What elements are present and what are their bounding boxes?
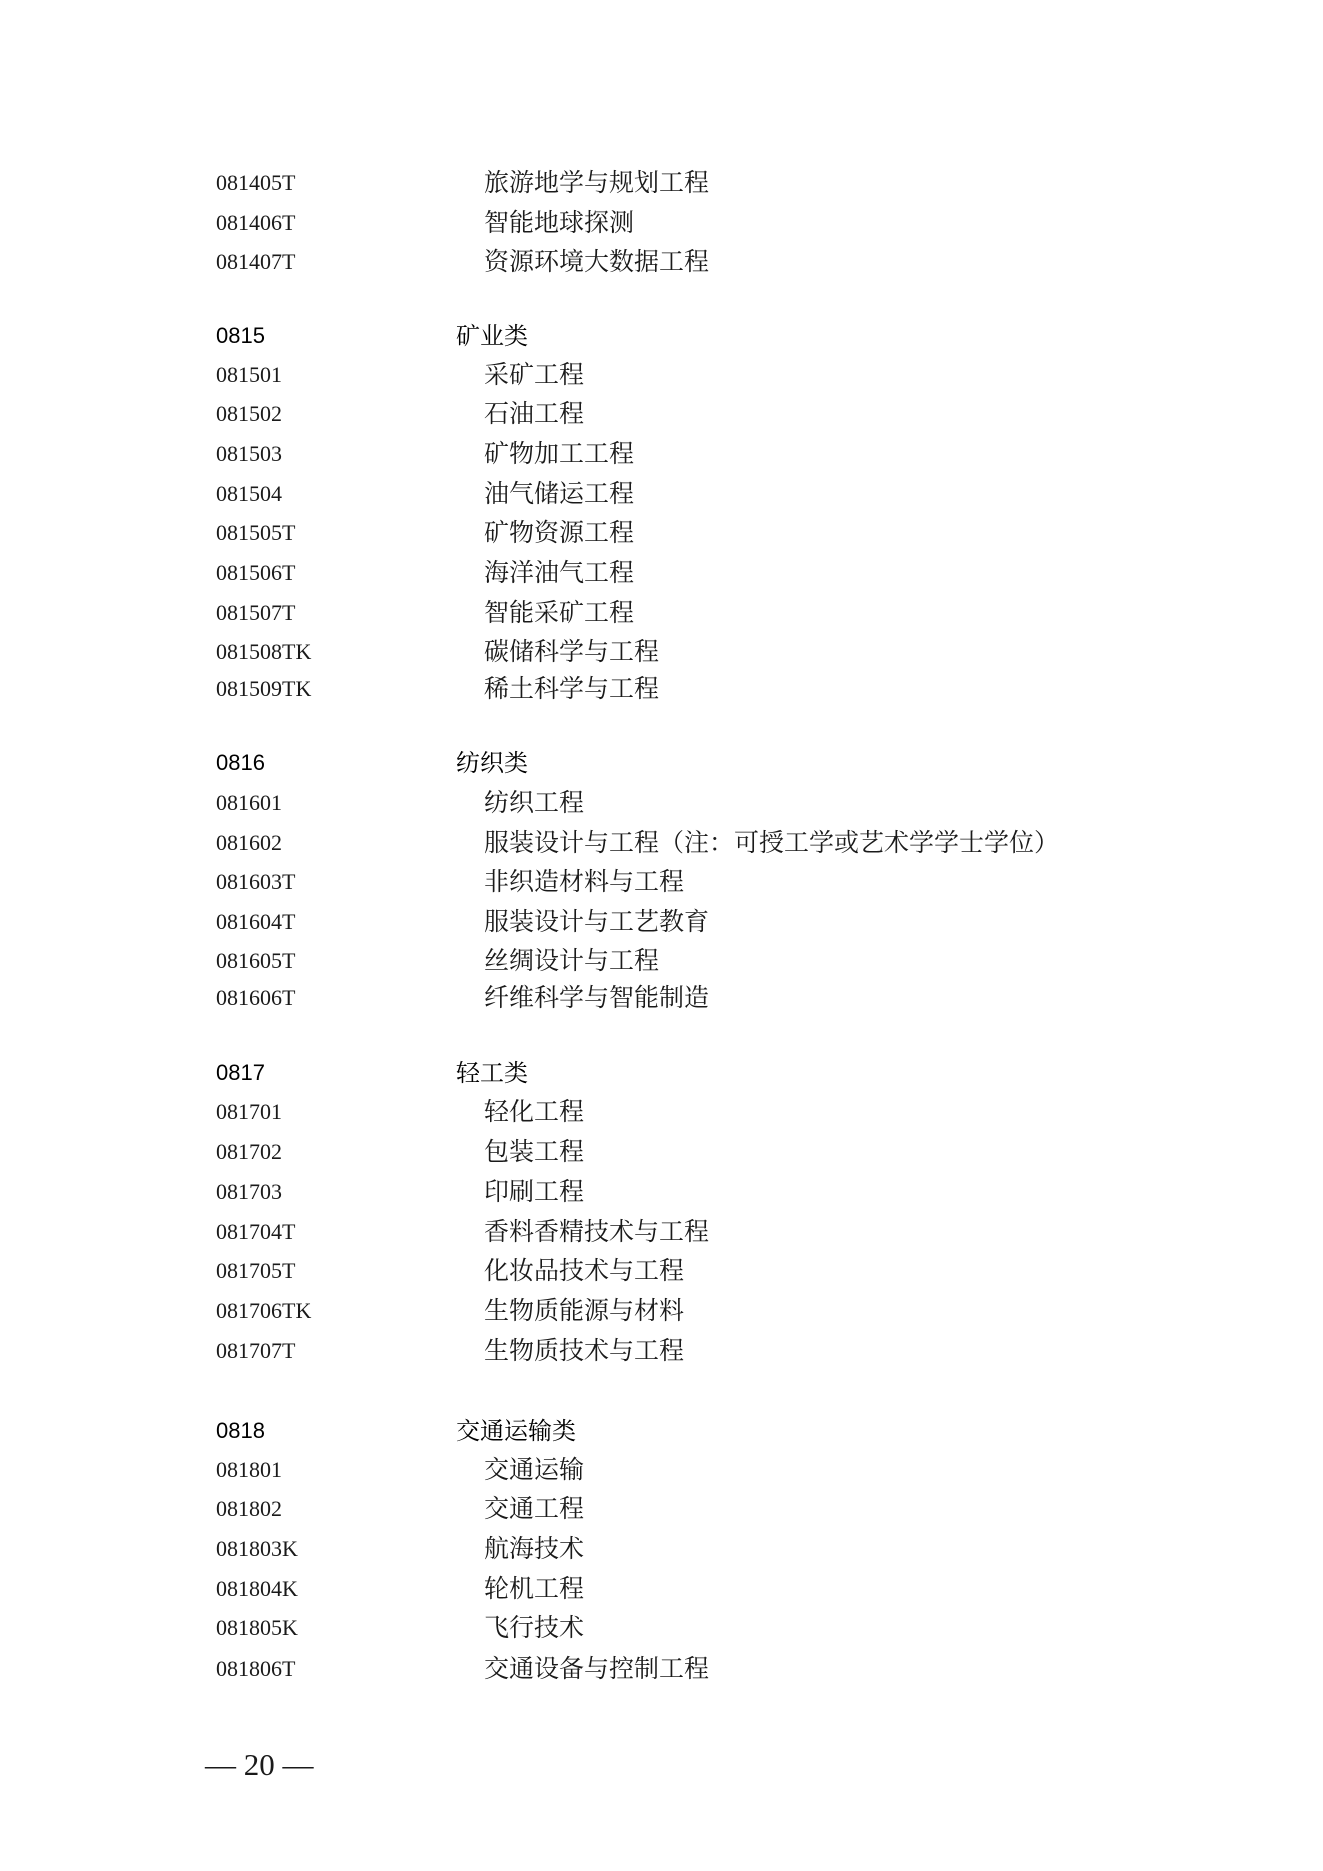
category-code: 0817 [216, 1060, 265, 1085]
major-name: 碳储科学与工程 [484, 637, 660, 666]
category-code: 0818 [216, 1418, 265, 1443]
major-code: 081704T [216, 1219, 296, 1244]
major-name: 纤维科学与智能制造 [484, 983, 710, 1012]
major-code: 081702 [216, 1139, 282, 1164]
page-number: — 20 — [205, 1747, 314, 1782]
major-name: 石油工程 [484, 399, 585, 428]
major-code: 081604T [216, 909, 296, 934]
major-name: 采矿工程 [484, 360, 585, 389]
major-name: 香料香精技术与工程 [484, 1217, 710, 1246]
major-name: 海洋油气工程 [484, 558, 635, 587]
major-name: 航海技术 [484, 1534, 585, 1563]
major-code: 081602 [216, 830, 282, 855]
major-name: 轮机工程 [484, 1574, 585, 1603]
major-code: 081801 [216, 1457, 282, 1482]
major-code: 081706TK [216, 1298, 312, 1323]
major-name: 服装设计与工艺教育 [484, 907, 710, 936]
major-name: 非织造材料与工程 [484, 867, 685, 896]
major-code: 081803K [216, 1536, 298, 1561]
major-name: 交通工程 [484, 1494, 585, 1523]
major-name: 丝绸设计与工程 [484, 946, 660, 975]
major-code: 081505T [216, 520, 296, 545]
major-code: 081605T [216, 948, 296, 973]
major-name: 交通设备与控制工程 [484, 1654, 710, 1683]
major-name: 印刷工程 [484, 1177, 585, 1206]
major-name: 生物质能源与材料 [484, 1296, 685, 1325]
category-code: 0815 [216, 323, 265, 348]
major-code: 081802 [216, 1496, 282, 1521]
major-code: 081701 [216, 1099, 282, 1124]
major-name: 稀土科学与工程 [484, 674, 660, 703]
major-name: 油气储运工程 [484, 479, 635, 508]
major-code: 081509TK [216, 676, 312, 701]
category-title: 轻工类 [456, 1059, 528, 1087]
major-code: 081508TK [216, 639, 312, 664]
major-name: 矿物加工工程 [484, 439, 635, 468]
major-name: 矿物资源工程 [484, 518, 635, 547]
major-code: 081501 [216, 362, 282, 387]
major-code: 081601 [216, 790, 282, 815]
major-code: 081707T [216, 1338, 296, 1363]
major-code: 081405T [216, 170, 296, 195]
major-name: 生物质技术与工程 [484, 1336, 685, 1365]
major-name: 交通运输 [484, 1455, 585, 1484]
major-code: 081502 [216, 401, 282, 426]
major-code: 081506T [216, 560, 296, 585]
category-title: 纺织类 [456, 749, 528, 777]
major-code: 081406T [216, 210, 296, 235]
category-title: 矿业类 [456, 322, 528, 350]
major-code: 081804K [216, 1576, 298, 1601]
major-code: 081603T [216, 869, 296, 894]
major-name: 包装工程 [484, 1137, 585, 1166]
major-code: 081805K [216, 1615, 298, 1640]
major-code: 081606T [216, 985, 296, 1010]
major-code: 081504 [216, 481, 282, 506]
major-name: 资源环境大数据工程 [484, 247, 710, 276]
category-title: 交通运输类 [456, 1417, 576, 1445]
major-code: 081507T [216, 600, 296, 625]
major-code: 081407T [216, 249, 296, 274]
major-name: 轻化工程 [484, 1097, 585, 1126]
major-name: 智能采矿工程 [484, 598, 635, 627]
major-code: 081503 [216, 441, 282, 466]
major-code: 081703 [216, 1179, 282, 1204]
major-code: 081806T [216, 1656, 296, 1681]
category-code: 0816 [216, 750, 265, 775]
major-name: 旅游地学与规划工程 [484, 168, 710, 197]
major-name: 服装设计与工程（注：可授工学或艺术学学士学位） [484, 828, 1060, 857]
major-code: 081705T [216, 1258, 296, 1283]
major-name: 化妆品技术与工程 [484, 1256, 685, 1285]
major-name: 飞行技术 [484, 1613, 585, 1642]
major-name: 纺织工程 [484, 788, 585, 817]
major-name: 智能地球探测 [484, 208, 635, 237]
